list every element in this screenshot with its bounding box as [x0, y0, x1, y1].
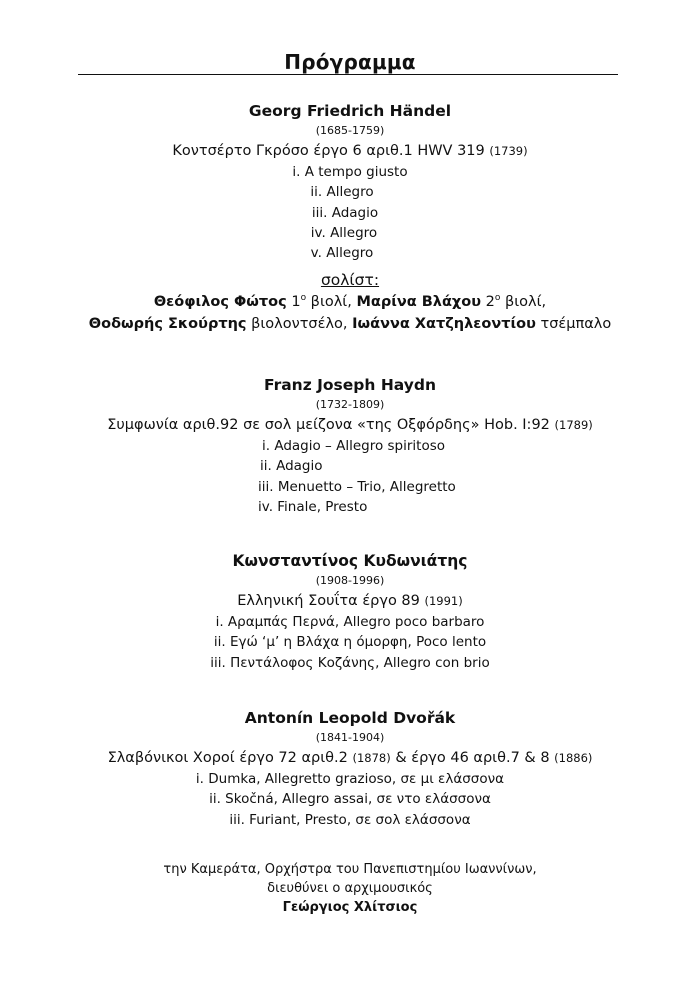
composer-dates: (1908-1996) — [315, 574, 385, 587]
movement: v. Allegro — [310, 245, 374, 262]
work-year: (1878) — [352, 751, 391, 765]
conductor-name: Γεώργιος Χλίτσιος — [282, 900, 418, 915]
haydn-section — [0, 374, 700, 517]
soloist-name: Μαρίνα Βλάχου — [356, 294, 482, 311]
soloist-number: 2 — [485, 294, 495, 311]
work-title — [0, 140, 700, 162]
performers-footer — [0, 860, 700, 917]
kydoniatis-section — [0, 550, 700, 673]
work-name: Ελληνική Σουΐτα έργο 89 — [237, 593, 420, 609]
movement: iii. Adagio — [311, 204, 379, 221]
title-divider — [78, 74, 618, 75]
soloist-number: 1 — [291, 294, 301, 311]
movement: iii. Furiant, Presto, σε σολ ελάσσονα — [229, 811, 471, 828]
soloist-name: Θεόφιλος Φώτος — [153, 294, 287, 311]
composer-name: Franz Joseph Haydn — [263, 376, 437, 394]
composer-name: Georg Friedrich Händel — [248, 102, 452, 120]
work-name: Κοντσέρτο Γκρόσο έργο 6 αριθ.1 HWV 319 — [172, 143, 485, 159]
work-year: (1789) — [554, 418, 593, 432]
movement: i. Adagio – Allegro spiritoso — [262, 438, 446, 454]
composer-name: Κωνσταντίνος Κυδωνιάτης — [232, 552, 468, 570]
soloist-name: Ιωάννα Χατζηλεοντίου — [352, 316, 536, 333]
soloist-heading: σολίστ: — [320, 271, 380, 290]
conductor-intro: διευθύνει ο αρχιμουσικός — [267, 881, 433, 896]
work-name: & έργο 46 αριθ.7 & 8 — [395, 750, 550, 766]
movement: ii. Adagio — [260, 458, 323, 475]
soloists-line-2 — [0, 313, 700, 335]
work-year: (1886) — [554, 751, 593, 765]
work-name: Συμφωνία αριθ.92 σε σολ μείζονα «της Οξφόρδης» Hob. I:92 — [107, 417, 550, 433]
work-year: (1739) — [489, 144, 528, 158]
composer-dates: (1732-1809) — [315, 398, 385, 411]
movement-list — [0, 162, 700, 263]
ordinal-sup: ο — [494, 293, 501, 304]
movement-list — [0, 612, 700, 673]
work-name: Σλαβόνικοι Χοροί έργο 72 αριθ.2 — [107, 750, 348, 766]
movement: iii. Πεντάλοφος Κοζάνης, Allegro con brio — [210, 654, 490, 671]
soloists-line-1 — [0, 291, 700, 313]
ordinal-sup: ο — [300, 293, 307, 304]
orchestra-line: την Καμεράτα, Ορχήστρα του Πανεπιστημίου Ιωαννίνων, — [163, 862, 537, 877]
composer-name: Antonín Leopold Dvořák — [244, 709, 456, 727]
movement: iii. Menuetto – Trio, Allegretto — [258, 478, 456, 495]
conductor-name-line — [0, 898, 700, 917]
work-title — [0, 590, 700, 612]
movement: ii. Skočná, Allegro assai, σε ντο ελάσσονα — [209, 791, 491, 808]
soloist-instrument: βιολί, — [306, 294, 352, 311]
movement: i. A tempo giusto — [292, 164, 408, 180]
work-title — [0, 747, 700, 769]
movement: ii. Εγώ ‘μ’ η Βλάχα η όμορφη, Poco lento — [213, 634, 487, 651]
movement: ii. Allegro — [310, 184, 374, 201]
soloist-instrument: βιολοντσέλο, — [251, 316, 348, 333]
work-year: (1991) — [424, 594, 463, 608]
movement: iv. Allegro — [310, 224, 378, 241]
movement-list — [258, 436, 618, 517]
movement: i. Αραμπάς Περνά, Allegro poco barbaro — [215, 614, 485, 630]
composer-dates: (1685-1759) — [315, 124, 385, 137]
soloist-instrument: βιολί, — [500, 294, 547, 311]
page-title: Πρόγραμμα — [284, 50, 416, 74]
handel-section — [0, 100, 700, 335]
soloist-name: Θοδωρής Σκούρτης — [88, 316, 247, 333]
movement-list — [0, 769, 700, 830]
dvorak-section — [0, 707, 700, 830]
work-title — [0, 414, 700, 436]
composer-dates: (1841-1904) — [315, 731, 385, 744]
movement: i. Dumka, Allegretto grazioso, σε μι ελάσσονα — [195, 771, 505, 787]
soloist-instrument: τσέμπαλο — [540, 316, 612, 333]
movement: iv. Finale, Presto — [258, 498, 368, 515]
